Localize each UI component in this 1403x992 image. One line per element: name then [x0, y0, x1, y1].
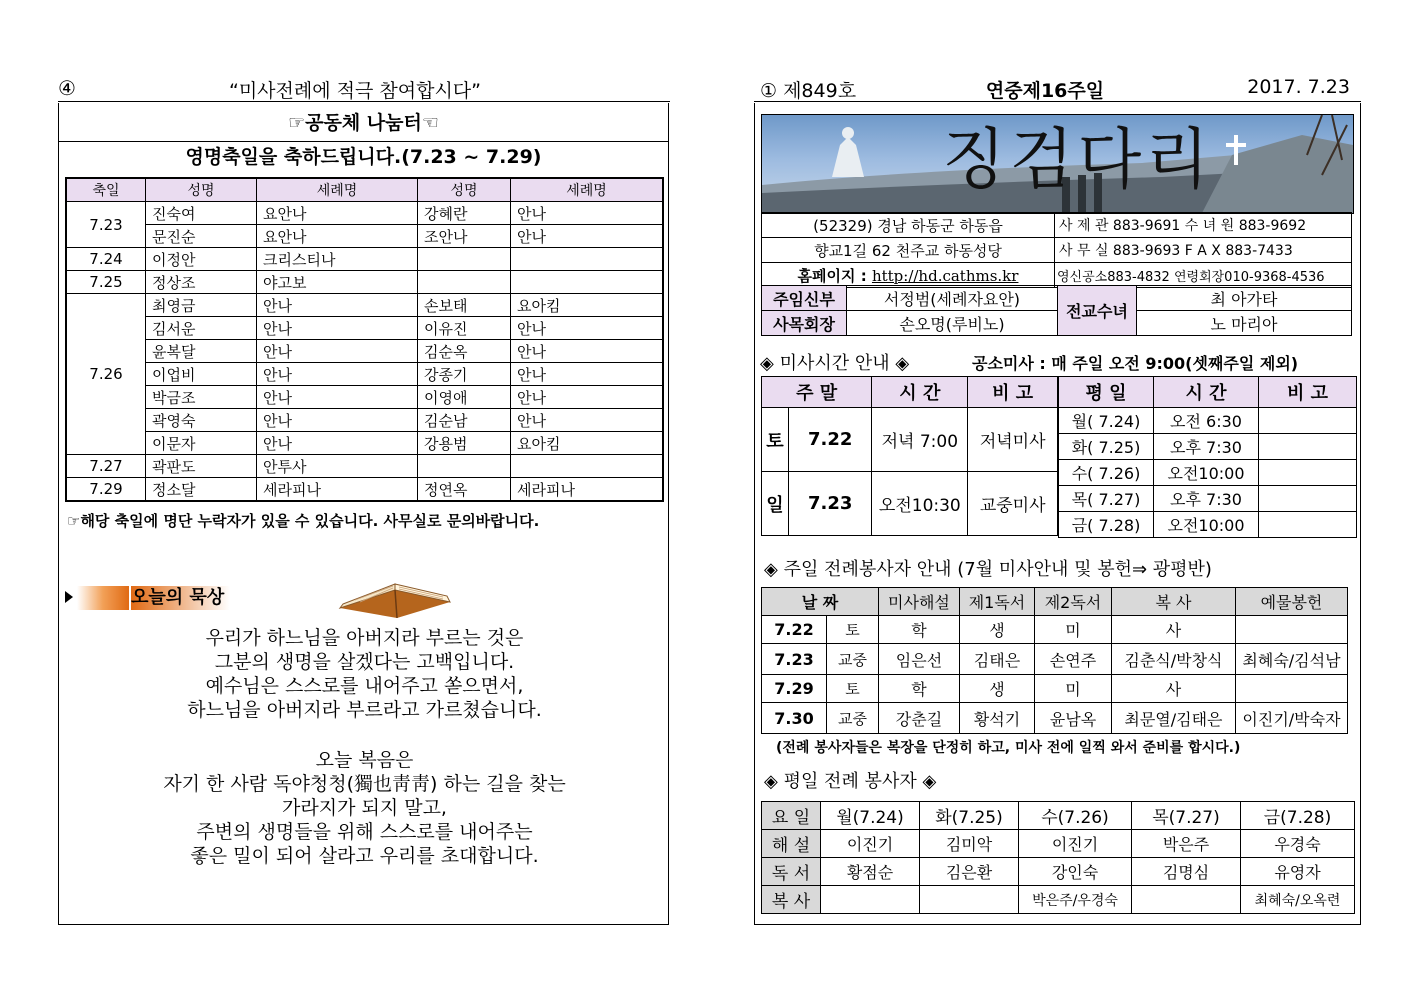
feast-title: 영명축일을 축하드립니다.(7.23 ~ 7.29) — [185, 146, 542, 168]
server-name: 학 — [878, 616, 959, 644]
pastor-label: 주임신부 — [762, 286, 847, 311]
col-commentary: 미사해설 — [878, 588, 959, 616]
person-name: 이정안 — [146, 248, 257, 271]
staff-table — [761, 285, 1352, 336]
offering-names — [1235, 675, 1347, 703]
col-offering: 예물봉헌 — [1235, 588, 1347, 616]
table-row — [66, 271, 663, 294]
offering-names — [1235, 616, 1347, 644]
weekend-note: 저녁미사 — [968, 408, 1058, 472]
table-row — [66, 248, 663, 271]
mass-type: 교중 — [827, 644, 879, 675]
table-row — [66, 432, 663, 455]
server-name: 김미악 — [920, 830, 1019, 858]
weekday-time: 오후 7:30 — [1154, 486, 1259, 512]
meditation-paragraph-2 — [59, 748, 670, 868]
col-reading-1: 제1독서 — [959, 588, 1034, 616]
weekday-servers-table — [761, 801, 1355, 914]
weekend-date: 7.22 — [789, 408, 872, 472]
baptism-name: 안나 — [257, 409, 418, 432]
person-name: 박금조 — [146, 386, 257, 409]
feast-date: 7.26 — [66, 294, 146, 455]
table-row — [762, 858, 1355, 886]
weekday-mass-table — [1058, 376, 1357, 538]
table-row — [762, 830, 1355, 858]
address-line-2: 향교1길 62 천주교 하동성당 — [762, 238, 1055, 263]
bulletin-date: 2017. 7.23 — [1247, 76, 1350, 98]
weekday-day: 월( 7.24) — [1059, 408, 1154, 434]
server-name: 학 — [878, 675, 959, 703]
sunday-title: 연중제16주일 — [985, 80, 1105, 102]
table-row — [66, 294, 663, 317]
address-line-1: (52329) 경남 하동군 하동읍 — [762, 213, 1055, 238]
offering-names: 이진기/박숙자 — [1235, 703, 1347, 734]
table-row — [762, 408, 1058, 472]
col-weekday: 요 일 — [762, 802, 821, 830]
offering-names: 최혜숙/김석남 — [1235, 644, 1347, 675]
phone-line-2: 사 무 실 883-9693 F A X 883-7433 — [1055, 238, 1352, 263]
issue-number: ① 제849호 — [760, 80, 857, 102]
feast-note: ☞해당 축일에 명단 누락자가 있을 수 있습니다. 사무실로 문의바랍니다. — [67, 512, 540, 530]
table-row — [66, 317, 663, 340]
weekend-date: 7.23 — [789, 472, 872, 536]
arrow-icon — [65, 591, 73, 603]
homepage-label: 홈페이지 : — [797, 266, 872, 285]
baptism-name: 안나 — [511, 363, 664, 386]
weekday-header: 평 일 — [1059, 377, 1154, 408]
table-row — [1059, 460, 1357, 486]
person-name: 강용범 — [418, 432, 511, 455]
baptism-name: 안나 — [511, 317, 664, 340]
baptism-name: 안나 — [511, 409, 664, 432]
table-row — [1059, 486, 1357, 512]
server-date: 7.23 — [762, 644, 827, 675]
sunday-servers-table — [761, 587, 1348, 734]
table-row — [762, 886, 1355, 914]
server-name — [821, 886, 920, 914]
baptism-name: 안나 — [511, 202, 664, 225]
mass-type: 토 — [827, 675, 879, 703]
col-mon: 월(7.24) — [821, 802, 920, 830]
person-name: 강혜란 — [418, 202, 511, 225]
weekend-time: 오전10:30 — [872, 472, 968, 536]
table-row — [66, 363, 663, 386]
parish-info-table — [761, 212, 1352, 288]
weekday-day: 화( 7.25) — [1059, 434, 1154, 460]
server-name — [1132, 886, 1241, 914]
baptism-name — [511, 248, 664, 271]
server-name: 강인숙 — [1019, 858, 1132, 886]
weekend-mass-table — [761, 376, 1058, 536]
meditation-bar — [77, 586, 129, 610]
weekend-header: 주 말 — [762, 377, 872, 408]
col-date: 날 짜 — [762, 588, 879, 616]
meditation-line: 가라지가 되지 말고, — [282, 797, 447, 819]
weekend-day: 일 — [762, 472, 789, 536]
table-row — [762, 472, 1058, 536]
server-name: 손연주 — [1034, 644, 1111, 675]
baptism-name — [511, 271, 664, 294]
table-row — [1059, 408, 1357, 434]
person-name: 이유진 — [418, 317, 511, 340]
weekday-note — [1259, 512, 1357, 538]
weekday-note — [1259, 460, 1357, 486]
server-name: 김명심 — [1132, 858, 1241, 886]
weekday-servers-heading: ◈ 평일 전례 봉사자 ◈ — [764, 771, 937, 792]
weekday-note — [1259, 434, 1357, 460]
table-row — [762, 644, 1348, 675]
server-name: 황석기 — [959, 703, 1034, 734]
role-label: 복 사 — [762, 886, 821, 914]
weekday-day: 금( 7.28) — [1059, 512, 1154, 538]
person-name: 정소달 — [146, 478, 257, 502]
mass-type: 교중 — [827, 703, 879, 734]
table-row — [66, 340, 663, 363]
server-name: 김은환 — [920, 858, 1019, 886]
mass-time-heading: ◈ 미사시간 안내 ◈ — [760, 353, 910, 374]
mass-type: 토 — [827, 616, 879, 644]
weekday-note — [1259, 486, 1357, 512]
meditation-header — [65, 568, 445, 618]
col-reading-2: 제2독서 — [1034, 588, 1111, 616]
col-thu: 목(7.27) — [1132, 802, 1241, 830]
person-name: 곽판도 — [146, 455, 257, 478]
weekday-note-header: 비 고 — [1259, 377, 1357, 408]
table-row — [762, 616, 1348, 644]
council-name: 손오명(루비노) — [847, 311, 1058, 336]
server-name: 우경숙 — [1241, 830, 1355, 858]
meditation-paragraph-1 — [59, 626, 670, 722]
baptism-name: 크리스티나 — [257, 248, 418, 271]
bulletin-banner — [761, 114, 1354, 214]
weekend-day: 토 — [762, 408, 789, 472]
baptism-name: 요안나 — [257, 225, 418, 248]
server-name: 임은선 — [878, 644, 959, 675]
feast-date: 7.29 — [66, 478, 146, 502]
baptism-name: 안나 — [257, 294, 418, 317]
sunday-servers-note: (전례 봉사자들은 복장을 단정히 하고, 미사 전에 일찍 와서 준비를 합시다.) — [776, 740, 1241, 756]
person-name: 최영금 — [146, 294, 257, 317]
table-row — [66, 455, 663, 478]
nun-label: 전교수녀 — [1058, 286, 1137, 336]
baptism-name: 안나 — [511, 225, 664, 248]
weekday-time: 오후 7:30 — [1154, 434, 1259, 460]
col-altar-server: 복 사 — [1111, 588, 1235, 616]
server-name: 생 — [959, 616, 1034, 644]
baptism-name: 요아킴 — [511, 294, 664, 317]
baptism-name: 야고보 — [257, 271, 418, 294]
table-row — [66, 225, 663, 248]
nun-name-1: 최 아가타 — [1137, 286, 1352, 311]
baptism-name: 안나 — [257, 340, 418, 363]
meditation-line: 자기 한 사람 독야청청(獨也靑靑) 하는 길을 찾는 — [163, 773, 566, 795]
server-name: 박은주 — [1132, 830, 1241, 858]
weekday-note — [1259, 408, 1357, 434]
left-headline: “미사전례에 적극 참여합시다” — [228, 80, 481, 102]
left-page-number: ④ — [58, 76, 76, 100]
person-name: 정상조 — [146, 271, 257, 294]
table-row — [1059, 512, 1357, 538]
server-name: 미 — [1034, 616, 1111, 644]
book-icon — [335, 570, 455, 620]
baptism-name: 안나 — [511, 340, 664, 363]
person-name: 이문자 — [146, 432, 257, 455]
person-name — [418, 455, 511, 478]
meditation-line: 하느님을 아버지라 부르라고 가르쳤습니다. — [187, 699, 542, 721]
community-box-title: ☞공동체 나눔터☜ — [59, 103, 668, 142]
weekday-time: 오전 6:30 — [1154, 408, 1259, 434]
weekday-time: 오전10:00 — [1154, 512, 1259, 538]
feast-date: 7.25 — [66, 271, 146, 294]
server-name: 이진기 — [821, 830, 920, 858]
meditation-line: 그분의 생명을 살겠다는 고백입니다. — [214, 651, 515, 673]
role-label: 독 서 — [762, 858, 821, 886]
table-row — [66, 478, 663, 502]
weekday-time: 오전10:00 — [1154, 460, 1259, 486]
server-name: 최문열/김태은 — [1111, 703, 1235, 734]
server-name: 박은주/우경숙 — [1019, 886, 1132, 914]
baptism-name: 안나 — [257, 386, 418, 409]
meditation-line: 좋은 밀이 되어 살라고 우리를 초대합니다. — [190, 845, 539, 867]
weekend-note-header: 비 고 — [968, 377, 1058, 408]
homepage-link[interactable]: http://hd.cathms.kr — [871, 266, 1019, 285]
feast-date: 7.23 — [66, 202, 146, 248]
server-name: 사 — [1111, 616, 1235, 644]
table-row — [1059, 434, 1357, 460]
phone-line-3: 영신공소883-4832 연령회장010-9368-4536 — [1055, 263, 1352, 288]
phone-line-1: 사 제 관 883-9691 수 녀 원 883-9692 — [1055, 213, 1352, 238]
baptism-name: 안나 — [257, 432, 418, 455]
feast-table — [65, 177, 664, 502]
col-tue: 화(7.25) — [920, 802, 1019, 830]
col-wed: 수(7.26) — [1019, 802, 1132, 830]
meditation-title: 오늘의 묵상 — [131, 586, 230, 610]
person-name: 진숙여 — [146, 202, 257, 225]
weekday-day: 목( 7.27) — [1059, 486, 1154, 512]
nun-name-2: 노 마리아 — [1137, 311, 1352, 336]
server-name: 윤남옥 — [1034, 703, 1111, 734]
feast-date: 7.24 — [66, 248, 146, 271]
meditation-line: 주변의 생명들을 위해 스스로를 내어주는 — [196, 821, 533, 843]
role-label: 해 설 — [762, 830, 821, 858]
col-baptism-name: 세례명 — [257, 178, 418, 202]
table-row — [66, 386, 663, 409]
server-name: 유영자 — [1241, 858, 1355, 886]
banner-title: 징검다리 — [942, 121, 1214, 198]
server-name: 생 — [959, 675, 1034, 703]
weekday-day: 수( 7.26) — [1059, 460, 1154, 486]
person-name: 김순남 — [418, 409, 511, 432]
mass-time-note: 공소미사 : 매 주일 오전 9:00(셋째주일 제외) — [972, 354, 1299, 373]
person-name: 윤복달 — [146, 340, 257, 363]
baptism-name: 안나 — [511, 386, 664, 409]
col-name: 성명 — [146, 178, 257, 202]
weekend-time: 저녁 7:00 — [872, 408, 968, 472]
person-name: 김순옥 — [418, 340, 511, 363]
server-name: 강춘길 — [878, 703, 959, 734]
council-label: 사목회장 — [762, 311, 847, 336]
server-date: 7.22 — [762, 616, 827, 644]
baptism-name: 세라피나 — [257, 478, 418, 502]
person-name: 손보태 — [418, 294, 511, 317]
server-name: 황점순 — [821, 858, 920, 886]
table-row — [66, 202, 663, 225]
meditation-line: 우리가 하느님을 아버지라 부르는 것은 — [205, 627, 524, 649]
server-name: 이진기 — [1019, 830, 1132, 858]
col-name: 성명 — [418, 178, 511, 202]
baptism-name — [511, 455, 664, 478]
baptism-name: 요아킴 — [511, 432, 664, 455]
server-name: 미 — [1034, 675, 1111, 703]
weekday-time-header: 시 간 — [1154, 377, 1259, 408]
weekend-note: 교중미사 — [968, 472, 1058, 536]
server-name: 김춘식/박창식 — [1111, 644, 1235, 675]
weekend-time-header: 시 간 — [872, 377, 968, 408]
col-baptism-name: 세례명 — [511, 178, 664, 202]
server-name: 김태은 — [959, 644, 1034, 675]
person-name — [418, 271, 511, 294]
person-name: 문진순 — [146, 225, 257, 248]
homepage-row — [762, 263, 1055, 288]
person-name: 곽영숙 — [146, 409, 257, 432]
col-feast-date: 축일 — [66, 178, 146, 202]
pastor-name: 서정범(세례자요안) — [847, 286, 1058, 311]
meditation-line: 예수님은 스스로를 내어주고 쏟으면서, — [205, 675, 524, 697]
table-row — [66, 409, 663, 432]
baptism-name: 안나 — [257, 317, 418, 340]
person-name: 이업비 — [146, 363, 257, 386]
server-date: 7.29 — [762, 675, 827, 703]
table-row — [762, 703, 1348, 734]
server-name: 최혜숙/오옥련 — [1241, 886, 1355, 914]
server-name — [920, 886, 1019, 914]
sunday-servers-heading: ◈ 주일 전례봉사자 안내 (7월 미사안내 및 봉헌⇒ 광평반) — [764, 559, 1212, 580]
person-name — [418, 248, 511, 271]
person-name: 정연옥 — [418, 478, 511, 502]
server-name: 사 — [1111, 675, 1235, 703]
meditation-line: 오늘 복음은 — [315, 749, 414, 771]
col-fri: 금(7.28) — [1241, 802, 1355, 830]
person-name: 김서운 — [146, 317, 257, 340]
person-name: 조안나 — [418, 225, 511, 248]
server-date: 7.30 — [762, 703, 827, 734]
baptism-name: 요안나 — [257, 202, 418, 225]
baptism-name: 세라피나 — [511, 478, 664, 502]
person-name: 이영애 — [418, 386, 511, 409]
left-content-box — [58, 103, 669, 925]
feast-date: 7.27 — [66, 455, 146, 478]
baptism-name: 안투사 — [257, 455, 418, 478]
person-name: 강종기 — [418, 363, 511, 386]
table-row — [762, 675, 1348, 703]
baptism-name: 안나 — [257, 363, 418, 386]
